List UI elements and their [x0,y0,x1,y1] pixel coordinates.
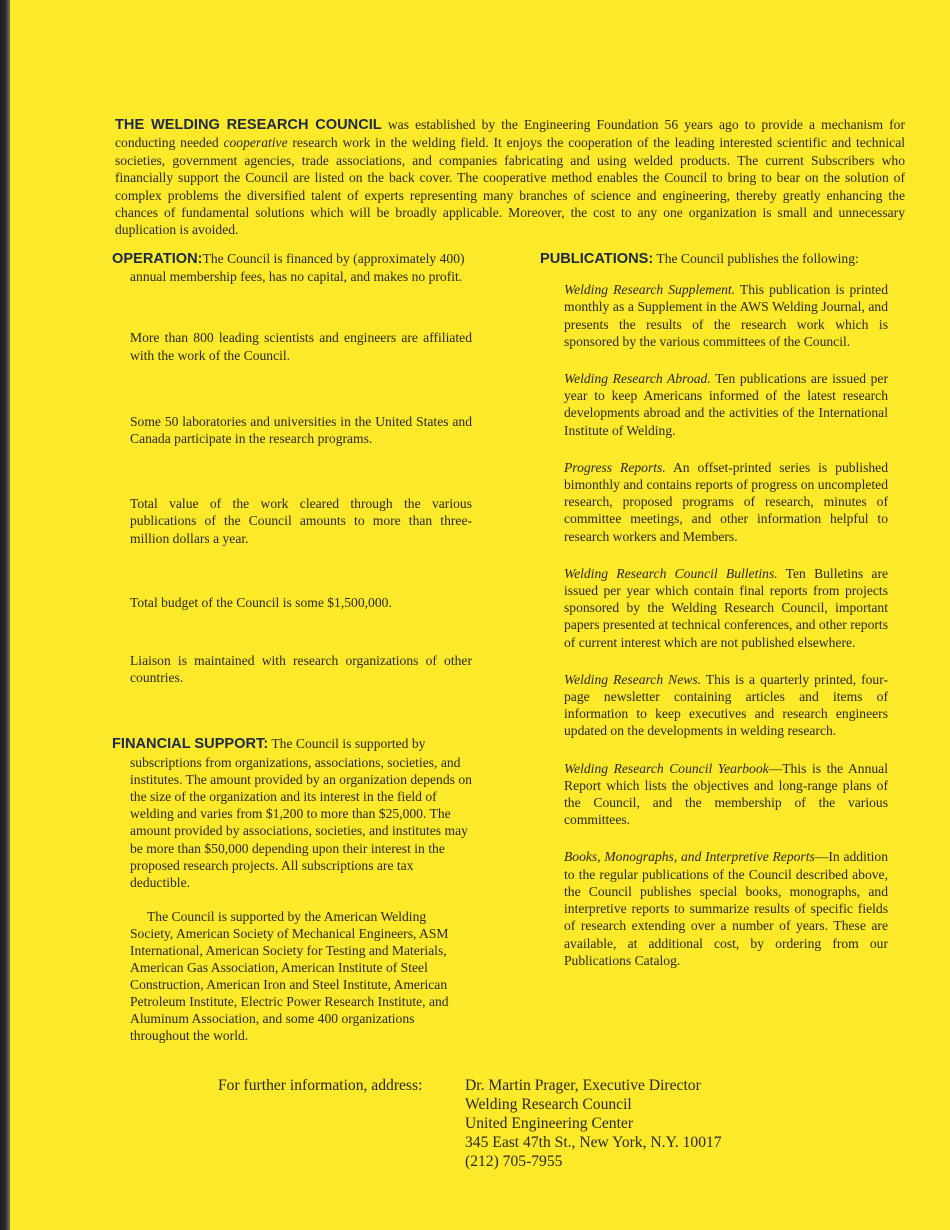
operation-item: More than 800 leading scientists and engineers are affiliated with the work of the Council. [130,330,472,363]
publication-title: Welding Research Council Bulletins. [564,565,778,581]
publication-item [540,760,888,829]
publications-text: The Council publishes the following: [656,251,859,266]
operation-text: The Council is financed by (approximately 400) annual membership fees, has no capital, and makes no profit. [130,251,465,285]
supporters-paragraph: The Council is supported by the American Welding Society, American Society of Mechanical Engineers, ASM International, American Society for Testing and Materials, American Gas Association, American Institute of Steel Construction, American Iron and Steel Institute, American Petroleum Institute, Electric Power Research Institute, and Aluminum Association, and some 400 organizations throughout the world. [130,909,449,1044]
operation-heading: OPERATION: [112,251,203,267]
publication-title: Welding Research News. [564,671,702,687]
publication-description: —This is the Annual Report which lists the objectives and long-range plans of the Council, and the membership of the various committees. [564,760,888,828]
right-column [540,250,888,969]
intro-italic-word: cooperative [223,135,288,151]
operation-item: Liaison is maintained with research organizations of other countries. [130,653,472,686]
address-line: (212) 705-7955 [465,1153,563,1170]
publication-description: —In addition to the regular publications of the Council described above, the Council publishes special books, monographs, and interpretive reports to summarize results of specific fields of research extending over a number of years. These are available, at additional cost, by ordering from our Publications Catalog. [564,849,889,968]
publication-title: Books, Monographs, and Interpretive Reports [564,849,815,865]
intro-paragraph [115,116,905,239]
publication-title: Welding Research Abroad. [564,371,711,387]
operation-paragraph [112,250,472,285]
operation-item: Total budget of the Council is some $1,500,000. [130,594,392,610]
publication-title: Progress Reports. [564,459,666,475]
address-line: Welding Research Council [465,1096,632,1113]
publication-description: This publication is printed monthly as a Supplement in the AWS Welding Journal, and presents the results of the research work which is sponsored by the various committees of the Council. [564,282,888,349]
left-column [112,250,472,1044]
publication-item [540,565,888,651]
contact-address [465,1076,722,1171]
publication-item [540,281,888,350]
address-line: Dr. Martin Prager, Executive Director [465,1077,701,1094]
publications-paragraph [540,250,888,268]
publication-item [540,370,888,439]
publication-item [540,671,888,740]
publication-title: Welding Research Council Yearbook [564,760,769,776]
publication-description: An offset-printed series is published bimonthly and contains reports of progress on uncompleted research, proposed programs of research, minutes of committee meetings, and other information helpful to research workers and Members. [564,459,889,544]
publication-title: Welding Research Supplement. [564,282,736,298]
operation-item: Total value of the work cleared through the various publications of the Council amounts to more than three-million dollars a year. [130,496,472,546]
financial-support-heading: FINANCIAL SUPPORT: [112,736,269,753]
publication-description: Ten publications are issued per year to keep Americans informed of the latest research developments abroad and the activities of the International Institute of Welding. [564,371,888,438]
publication-description: This is a quarterly printed, four-page newsletter containing articles and items of information to keep executives and research engineers updated on the developments in welding research. [564,671,889,739]
publication-description: Ten Bulletins are issued per year which contain final reports from projects sponsored by the Welding Research Council, important papers presented at technical conferences, and other reports of current interest which are not published elsewhere. [564,565,889,650]
operation-item: Some 50 laboratories and universities in the United States and Canada participate in the research programs. [130,413,472,447]
financial-support-paragraph [112,735,472,891]
intro-text-before: was established by the Engineering Foundation 56 years ago to provide a mechanism for conducting needed [115,117,905,151]
contact-label: For further information, address: [218,1077,423,1094]
financial-support-text: The Council is supported by subscriptions from organizations, associations, societies, and institutes. The amount provided by an organization depends on the size of the organization and its interest in the field of welding and varies from $1,200 to more than $25,000. The amount provided by associations, societies, and institutes may be more than $50,000 depending upon their interest in the proposed research projects. All subscriptions are tax deductible. [130,736,472,891]
council-title: THE WELDING RESEARCH COUNCIL [115,117,382,133]
address-line: 345 East 47th St., New York, N.Y. 10017 [465,1134,722,1151]
address-line: United Engineering Center [465,1115,634,1132]
publication-item [540,848,888,968]
intro-text-after: research work in the welding field. It enjoys the cooperation of the leading interested scientific and technical societies, government agencies, trade associations, and companies fabricating and using welded products. The current Subscribers who financially support the Council are listed on the back cover. The cooperative method enables the Council to bring to bear on the solution of complex problems the diversified talent of experts representing many branches of science and engineering, thereby greatly enhancing the chances of fundamental solutions which will be broadly applicable. Moreover, the cost to any one organization is small and unnecessary duplication is avoided. [115,135,906,238]
publication-item [540,459,888,545]
publications-heading: PUBLICATIONS: [540,251,654,267]
